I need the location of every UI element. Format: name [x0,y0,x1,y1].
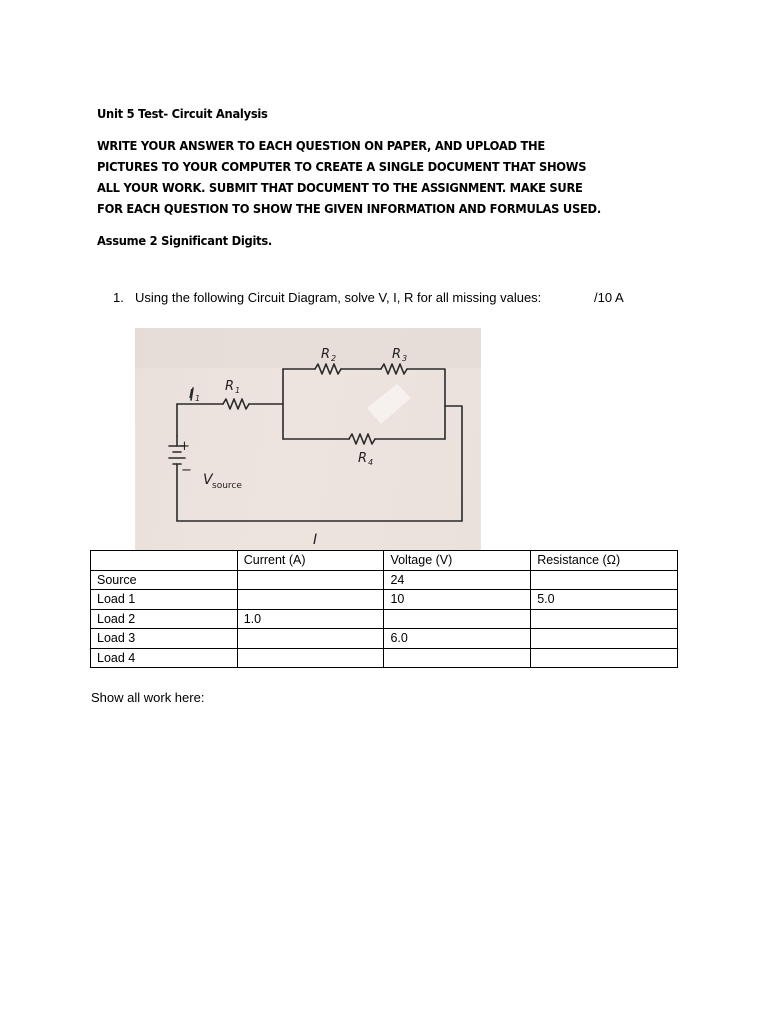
instruction-line: ALL YOUR WORK. SUBMIT THAT DOCUMENT TO THE ASSIGNMENT. MAKE SURE [97,180,583,195]
r4-label: R [358,451,368,466]
table-cell [237,590,384,610]
table-cell: Load 1 [91,590,238,610]
table-header-row [91,551,678,571]
document-title: Unit 5 Test- Circuit Analysis [97,106,268,121]
instruction-line: PICTURES TO YOUR COMPUTER TO CREATE A SINGLE DOCUMENT THAT SHOWS [97,159,587,174]
instruction-line: FOR EACH QUESTION TO SHOW THE GIVEN INFORMATION AND FORMULAS USED. [97,201,601,216]
table-cell [531,609,678,629]
table-cell [237,629,384,649]
table-cell: 1.0 [237,609,384,629]
question-1 [113,290,541,305]
table-cell [237,648,384,668]
r2-subscript: 2 [331,354,337,363]
values-table [90,550,678,668]
instruction-line: WRITE YOUR ANSWER TO EACH QUESTION ON PAPER, AND UPLOAD THE [97,138,545,153]
table-cell [531,629,678,649]
table-cell: 5.0 [531,590,678,610]
table-cell [531,570,678,590]
table-header-cell: Current (A) [237,551,384,571]
r2-label: R [321,347,331,362]
show-work-label: Show all work here: [91,690,205,705]
circuit-diagram-photo [135,328,481,550]
table-cell: Load 2 [91,609,238,629]
table-cell [531,648,678,668]
table-cell: 10 [384,590,531,610]
r3-label: R [392,347,402,362]
question-text: Using the following Circuit Diagram, solve V, I, R for all missing values: [135,290,542,305]
table-cell [384,648,531,668]
table-header-cell [91,551,238,571]
r1-subscript: 1 [235,386,241,395]
table-row [91,629,678,649]
table-cell: 24 [384,570,531,590]
table-cell: Load 4 [91,648,238,668]
vsource-label: V [203,472,213,488]
r1-label: R [225,379,235,394]
vsource-subscript: source [212,481,242,491]
table-cell: Source [91,570,238,590]
r3-subscript: 3 [402,354,408,363]
r4-subscript: 4 [368,458,374,467]
table-row [91,648,678,668]
assumption-note: Assume 2 Significant Digits. [97,233,273,248]
battery-minus-label: − [181,463,192,478]
table-row [91,570,678,590]
table-cell [384,609,531,629]
battery-plus-label: + [179,439,190,454]
table-row [91,609,678,629]
question-number: 1. [113,290,124,305]
table-header-cell: Resistance (Ω) [531,551,678,571]
question-points: /10 A [594,290,624,305]
table-cell: 6.0 [384,629,531,649]
table-cell: Load 3 [91,629,238,649]
table-header-cell: Voltage (V) [384,551,531,571]
i1-subscript: 1 [195,394,201,403]
i1-label: I [189,387,193,401]
current-label: I [313,532,318,548]
table-row [91,590,678,610]
table-cell [237,570,384,590]
